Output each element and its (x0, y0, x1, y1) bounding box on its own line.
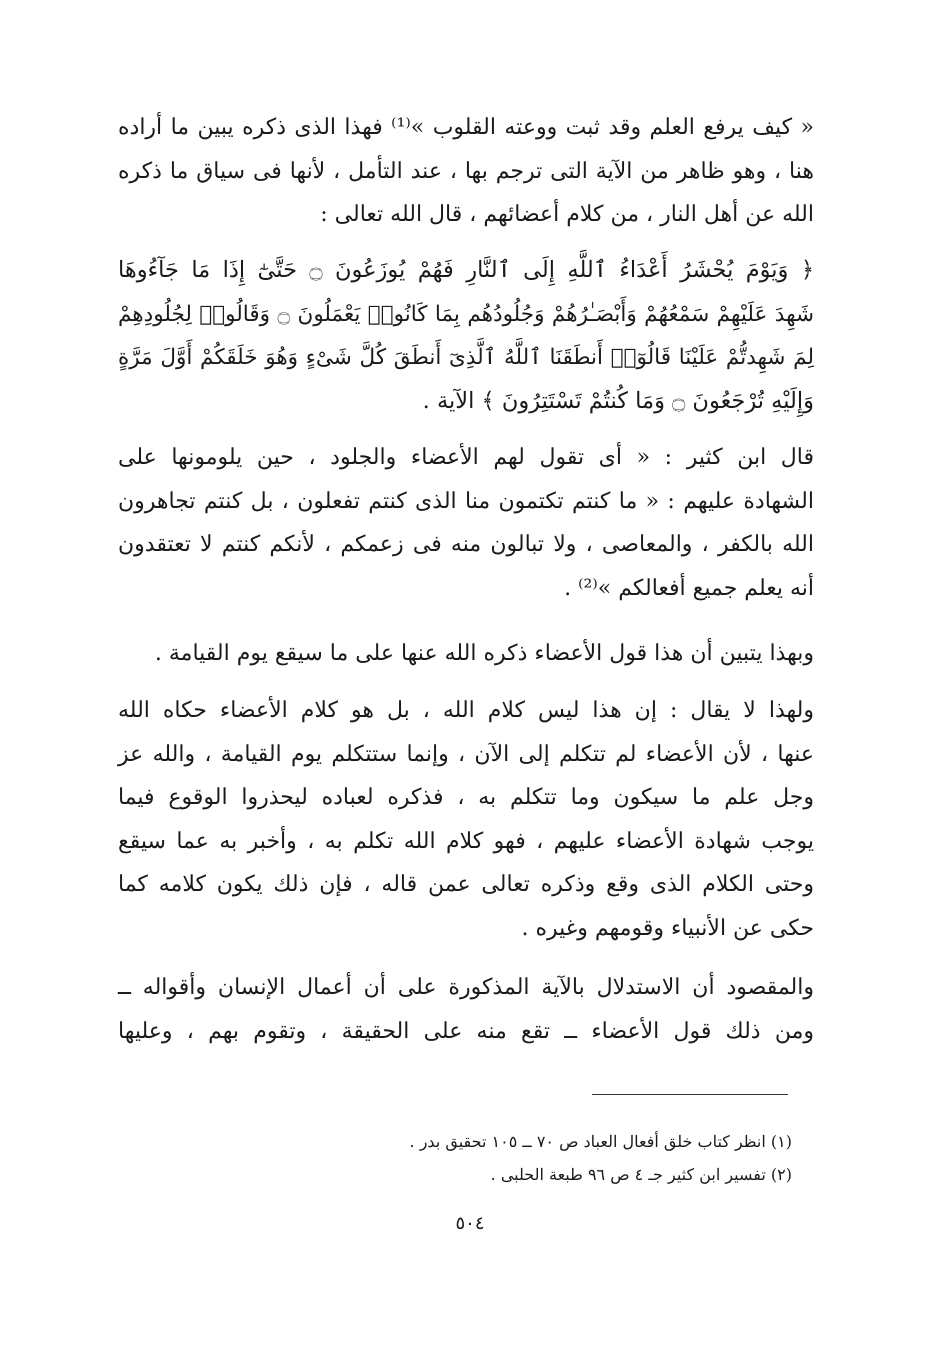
text-line: قال ابن كثير : « أى تقول لهم الأعضاء والجلود ، حين يلومونها على (118, 445, 814, 470)
paragraph-objection (118, 689, 814, 950)
footnote-2: (٢) تفسير ابن كثير جـ ٤ ص ٩٦ طبعة الحلبى . (490, 1165, 792, 1184)
paragraph-conclusion (118, 632, 814, 676)
text-line: الله بالكفر ، والمعاصى ، ولا تبالون منه فى زعمكم ، لأنكم كنتم لا تعتقدون (118, 532, 814, 557)
text-line: ولهذا لا يقال : إن هذا ليس كلام الله ، بل هو كلام الأعضاء حكاه الله (118, 698, 814, 723)
footnote-divider (592, 1094, 788, 1095)
text-line: وحتى الكلام الذى وقع وذكره تعالى عمن قاله ، فإن ذلك يكون كلامه كما (118, 872, 814, 897)
text-line: ﴿ وَيَوْمَ يُحْشَرُ أَعْدَاءُ ٱللَّهِ إِلَى ٱلنَّارِ فَهُمْ يُوزَعُونَ ۝ حَتَّىٰٓ إِذَا مَا جَآءُوهَا (118, 257, 814, 283)
text-line: ومن ذلك قول الأعضاء ــ تقع منه على الحقيقة ، وتقوم بهم ، وعليها (118, 1018, 814, 1044)
quran-verse (118, 249, 814, 423)
text-line: أنه يعلم جميع أفعالكم »⁽²⁾ . (564, 575, 814, 601)
text-line: الله عن أهل النار ، من كلام أعضائهم ، قال الله تعالى : (320, 202, 814, 227)
paragraph-ibn-kathir (118, 436, 814, 610)
paragraph-purpose (118, 966, 814, 1053)
text-line: شَهِدَ عَلَيْهِمْ سَمْعُهُمْ وَأَبْصَـٰرُهُمْ وَجُلُودُهُم بِمَا كَانُوا۟ يَعْمَلُونَ ۝ وَقَالُوا۟ لِجُلُودِهِمْ (118, 301, 814, 327)
paragraph-intro (118, 106, 814, 237)
text-line: يوجب شهادة الأعضاء عليهم ، فهو كلام الله تكلم به ، وأخبر به عما سيقع (118, 828, 814, 854)
text-line: والمقصود أن الاستدلال بالآية المذكورة على أن أعمال الإنسان وأقواله ــ (118, 975, 814, 1000)
page-number: ٥٠٤ (455, 1213, 485, 1234)
text-line: حكى عن الأنبياء وقومهم وغيره . (521, 915, 814, 941)
text-line: الشهادة عليهم : « ما كنتم تكتمون منا الذى كنتم تفعلون ، بل كنتم تجاهرون (118, 488, 814, 514)
text-line: عنها ، لأن الأعضاء لم تتكلم إلى الآن ، وإنما ستتكلم يوم القيامة ، والله عز (118, 741, 814, 767)
text-line: وجل علم ما سيكون وما تتكلم به ، فذكره لعباده ليحذروا الوقوع فيما (118, 785, 814, 810)
footnote-1: (١) انظر كتاب خلق أفعال العباد ص ٧٠ ــ ١٠٥ تحقيق بدر . (409, 1132, 792, 1151)
text-line: لِمَ شَهِدتُّمْ عَلَيْنَا قَالُوٓا۟ أَنطَقَنَا ٱللَّهُ ٱلَّذِىٓ أَنطَقَ كُلَّ شَىْءٍ وَهُوَ خَلَقَكُمْ أَوَّلَ مَرَّةٍ (118, 345, 814, 370)
text-line: « كيف يرفع العلم وقد ثبت ووعته القلوب »⁽¹⁾ فهذا الذى ذكره يبين ما أراده (118, 115, 814, 140)
text-line: وبهذا يتبين أن هذا قول الأعضاء ذكره الله عنها على ما سيقع يوم القيامة . (154, 641, 814, 666)
footnotes (280, 1125, 792, 1191)
text-line: وَإِلَيْهِ تُرْجَعُونَ ۝ وَمَا كُنتُمْ تَسْتَتِرُونَ ﴾ الآية . (422, 387, 814, 414)
text-line: هنا ، وهو ظاهر من الآية التى ترجم بها ، عند التأمل ، لأنها فى سياق ما ذكره (118, 158, 814, 184)
